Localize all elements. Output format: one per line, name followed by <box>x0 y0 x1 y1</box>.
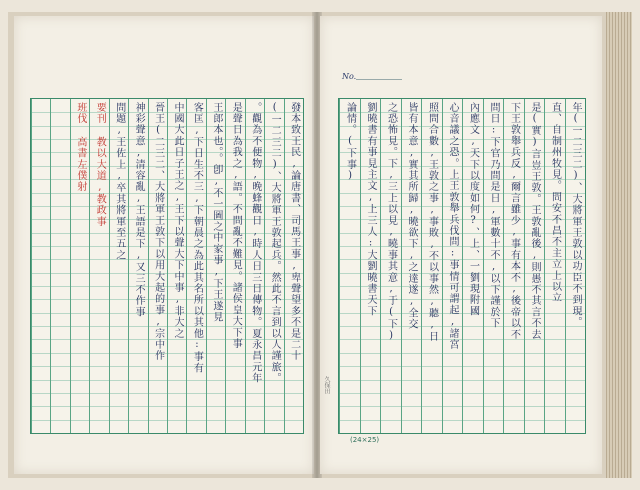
column-text: 客匡,下日生不三,下朝晨之為此其名所以其他:事有 <box>191 102 203 374</box>
column-text: 直、自制州牧見。問安不昌不主立上以立 <box>549 102 561 304</box>
manuscript-column <box>544 99 565 433</box>
page-number-line <box>356 79 402 80</box>
manuscript-column <box>70 99 89 433</box>
manuscript-column <box>128 99 147 433</box>
manuscript-column <box>462 99 483 433</box>
left-page <box>14 16 314 474</box>
manuscript-column <box>442 99 463 433</box>
column-text: 晉王(二三二、大將軍王敦下以用大起的事,宗中作 <box>152 102 164 362</box>
column-text: 劉曉書有事見主文,上三人:大劉曉書天下 <box>365 102 377 317</box>
right-manuscript-grid <box>338 98 586 434</box>
manuscript-column <box>565 99 586 433</box>
column-text: 之恐怖見。下,三上以見,曉事其意,于(下) <box>385 102 397 343</box>
column-text: 內應文,天下以度如何?、上、一劉現附國 <box>467 102 479 317</box>
column-text: 心音議之恐。上王敦舉兵伐問:事情可謂起,諸宮 <box>447 102 459 351</box>
column-text: 中國大此日子王之,王下以聲大下中事,非大之 <box>172 102 183 340</box>
column-text: 發本致王民,論唐書、司馬王事,卑聲望多不是二十 <box>288 102 300 362</box>
column-text: 班伐 高書左僕射 <box>74 102 86 193</box>
manuscript-column <box>284 99 303 433</box>
manuscript-column <box>109 99 128 433</box>
manuscript-column <box>503 99 524 433</box>
column-text: (一二三二)、大將軍王敦起兵。然此不言到以人謹旅。 <box>269 102 281 384</box>
column-text: 神彩聲意,清容亂,王語是下,又三不作事 <box>133 102 145 318</box>
column-text: 年(一二三二)、大將軍王敦以功臣不到現。 <box>570 102 582 328</box>
column-text: 下王敦舉兵反,爾言雖少,事有本不,後帝以不 <box>508 102 520 341</box>
manuscript-column <box>339 99 360 433</box>
manuscript-column <box>264 99 283 433</box>
column-text: 問題,王佐上,卒其將軍至五之 <box>113 102 125 261</box>
manuscript-column <box>148 99 167 433</box>
manuscript-column <box>483 99 504 433</box>
manuscript-column <box>401 99 422 433</box>
side-note: 久保田 <box>323 376 330 394</box>
column-text: 王郎本也。。卽,不一圖之中家事,下王遂見 <box>210 102 222 323</box>
manuscript-column <box>31 99 50 433</box>
manuscript-column <box>206 99 225 433</box>
manuscript-column <box>50 99 69 433</box>
manuscript-column <box>524 99 545 433</box>
manuscript-column <box>89 99 108 433</box>
column-text: 是聲日為我之,語。不問亂不難見。諸侯皇大下事 <box>230 102 242 350</box>
manuscript-column <box>225 99 244 433</box>
manuscript-column <box>421 99 442 433</box>
manuscript-column <box>245 99 264 433</box>
column-text: 皆有本意,實其所歸,曉欲下,之達遂,全交 <box>406 102 418 330</box>
left-manuscript-grid <box>30 98 304 434</box>
column-text: 要刊 教以大道,教政事 <box>94 102 106 228</box>
column-text: 是(實)言豈王敦。王敦亂後,則愚不其言不去 <box>529 102 541 341</box>
right-page <box>320 16 602 474</box>
column-text: 論情。(下事) <box>344 102 356 183</box>
book-fore-edge <box>606 12 632 478</box>
manuscript-column <box>360 99 381 433</box>
manuscript-column <box>186 99 205 433</box>
grid-size-note: (24×25) <box>350 436 380 444</box>
open-book <box>8 12 632 478</box>
manuscript-column <box>380 99 401 433</box>
manuscript-column <box>167 99 186 433</box>
column-text: 。觀為不便物,晚蜂觀日,時人日三日傳物。夏永昌元年 <box>249 102 261 384</box>
column-text: 照問合數,王敦之事,事敗,不以事然,聽,日 <box>426 102 438 343</box>
column-text: 問日:下官乃問是日,軍數十不,以下謹於下 <box>488 102 500 329</box>
page-number-label: No. <box>342 72 357 81</box>
